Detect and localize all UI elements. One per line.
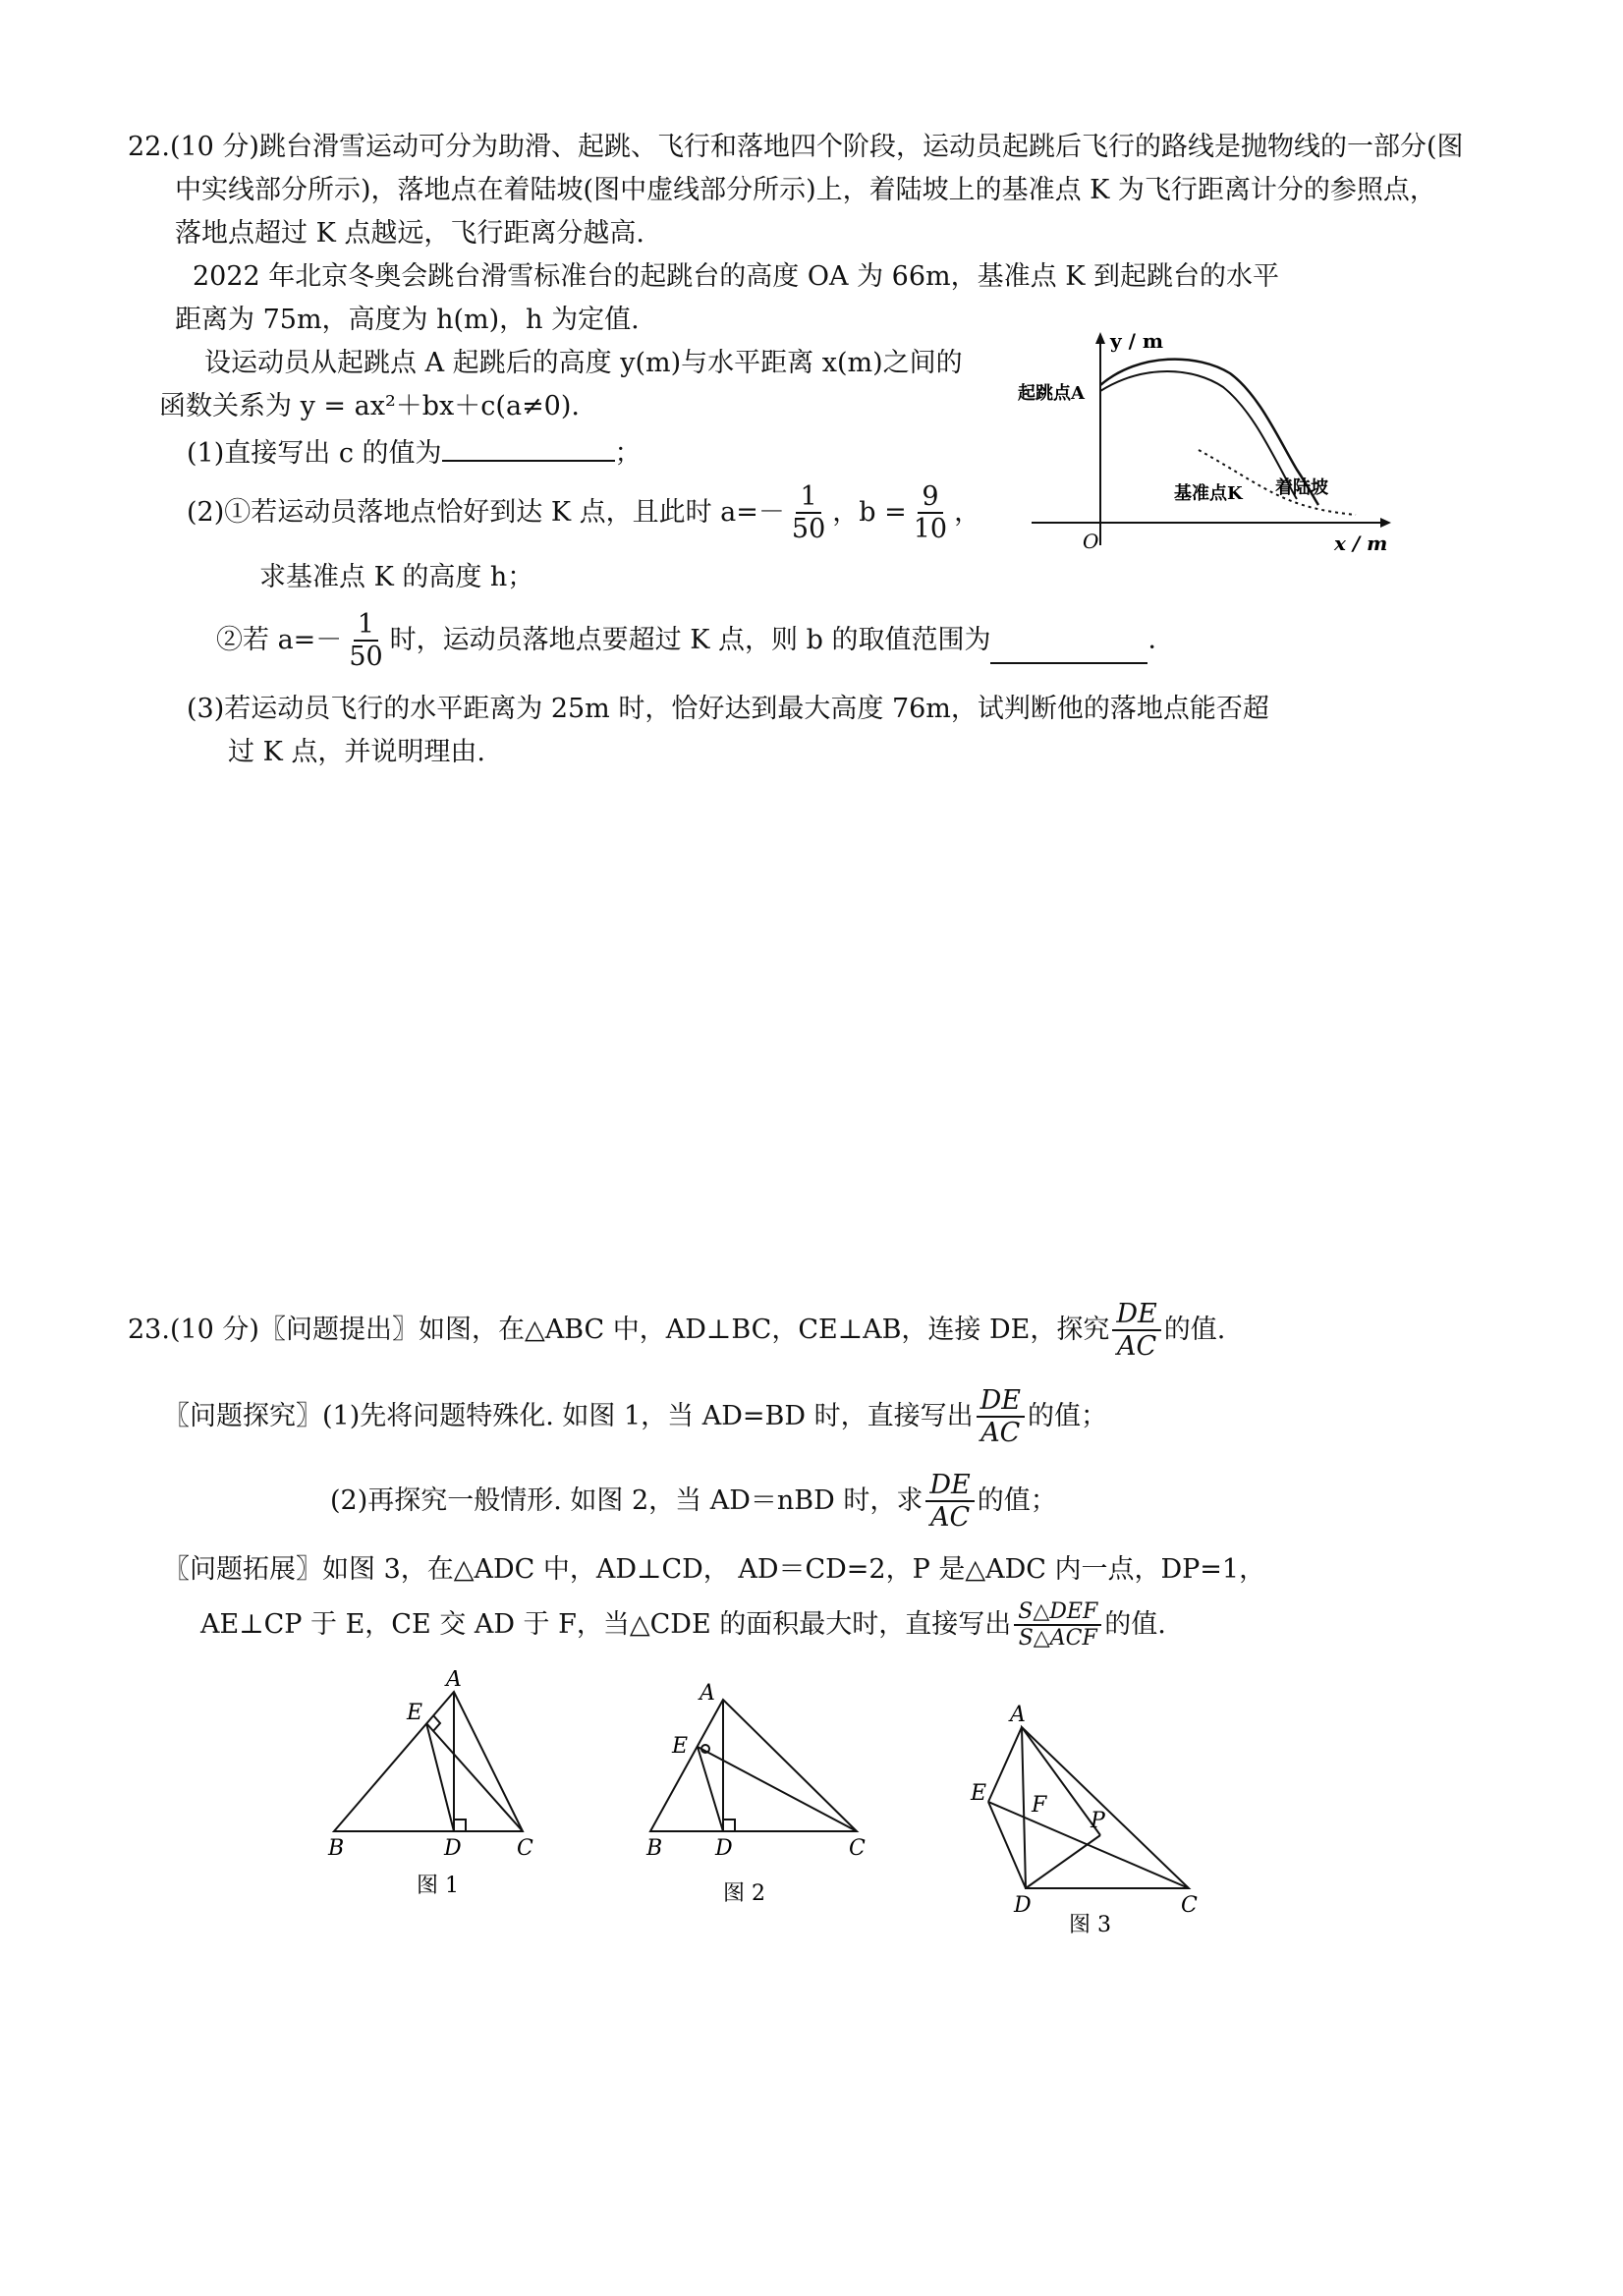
q23-extend-line2 [200, 1599, 1166, 1652]
q22-part1-text: (1)直接写出 c 的值为 [187, 438, 442, 469]
x-axis-arrow [1380, 518, 1391, 528]
q23-area-ratio-frac [1014, 1599, 1101, 1652]
label-b: B [328, 1836, 345, 1861]
label-d: D [444, 1836, 462, 1861]
label-d: D [1014, 1893, 1032, 1918]
q22-para3-line2: 函数关系为 y = ax²＋bx＋c(a≠0). [159, 391, 580, 421]
q23-figure-2 [639, 1670, 874, 1916]
frac-denominator: 50 [349, 642, 383, 673]
label-f: F [1032, 1793, 1047, 1818]
frac-denominator: AC [980, 1418, 1021, 1449]
label-p: P [1091, 1809, 1105, 1833]
x-axis-label: x / m [1334, 532, 1388, 555]
segment-ce [698, 1747, 857, 1831]
q22-part2a-frac-a [788, 481, 829, 544]
q22-part2a-mid: ，b = [832, 496, 907, 528]
q22-line2: 中实线部分所示)，落地点在着陆坡(图中虚线部分所示)上，着陆坡上的基准点 K 为飞行距离计分的参照点， [175, 175, 1436, 205]
q22-part2a [187, 481, 980, 544]
triangle-abc [334, 1692, 523, 1831]
landing-slope-label: 着陆坡 [1275, 477, 1328, 498]
frac-numerator: DE [977, 1385, 1025, 1418]
q22-ski-jump-figure [1002, 324, 1395, 560]
q23-explore1-end: 的值； [1027, 1400, 1107, 1431]
triangle-adc [1022, 1727, 1189, 1888]
q22-part3-line1: (3)若运动员飞行的水平距离为 25m 时，恰好达到最大高度 76m，试判断他的落地点能否超 [187, 694, 1269, 724]
q23-explore1-frac [977, 1385, 1025, 1448]
q22-part2b-text: ②若 a=－ [216, 624, 343, 655]
q22-line3: 落地点超过 K 点越远，飞行距离分越高. [175, 218, 644, 249]
q23-figure-1 [314, 1670, 550, 1906]
flight-path-lower [1100, 371, 1297, 499]
q23-explore1 [163, 1385, 1107, 1448]
label-e: E [407, 1701, 423, 1725]
q22-para2-line2: 距离为 75m，高度为 h(m)，h 为定值. [175, 305, 640, 335]
q22-part2a-line2: 求基准点 K 的高度 h； [259, 562, 534, 592]
label-a: A [1010, 1703, 1026, 1727]
y-axis-arrow [1095, 332, 1105, 344]
q23-line1-end: 的值. [1163, 1314, 1226, 1345]
q23-extend-text: AE⊥CP 于 E，CE 交 AD 于 F，当△CDE 的面积最大时，直接写出 [200, 1609, 1012, 1641]
figure-3-caption: 图 3 [1069, 1913, 1111, 1937]
label-c: C [517, 1836, 533, 1861]
triangle-abc [650, 1700, 857, 1831]
frac-numerator: S△DEF [1014, 1599, 1101, 1626]
segment-ec [988, 1802, 1189, 1888]
right-angle-e [433, 1715, 440, 1731]
right-angle-d [454, 1820, 466, 1831]
q22-part2a-text: (2)①若运动员落地点恰好到达 K 点，且此时 a=－ [187, 496, 785, 528]
q23-explore2 [330, 1470, 1057, 1533]
q23-extend-line1: 〖问题拓展〗如图 3，在△ADC 中，AD⊥CD， AD＝CD=2，P 是△ADC 内一点，DP=1， [163, 1554, 1266, 1585]
point-a-label: 起跳点A [1018, 383, 1085, 404]
frac-denominator: S△ACF [1018, 1626, 1097, 1652]
frac-numerator: 1 [354, 609, 378, 642]
frac-denominator: 10 [913, 514, 948, 545]
frac-numerator: DE [925, 1470, 974, 1502]
q22-part3-line2: 过 K 点，并说明理由. [228, 737, 485, 767]
q22-part2b [216, 609, 1174, 672]
label-b: B [646, 1836, 663, 1861]
frac-denominator: AC [1116, 1331, 1157, 1363]
frac-numerator: DE [1112, 1299, 1160, 1331]
segment-dp [1026, 1835, 1100, 1888]
figure-2-caption: 图 2 [723, 1881, 765, 1906]
q22-para2-line1: 2022 年北京冬奥会跳台滑雪标准台的起跳台的高度 OA 为 66m，基准点 K 到起跳台的水平 [193, 261, 1279, 292]
label-a: A [700, 1681, 715, 1706]
segment-ae [988, 1727, 1022, 1802]
frac-denominator: 50 [791, 514, 826, 545]
label-c: C [849, 1836, 866, 1861]
q23-line1 [128, 1299, 1225, 1362]
right-angle-d [723, 1820, 735, 1831]
q22-part2a-frac-b [910, 481, 951, 544]
q22-part1 [187, 436, 642, 470]
q23-explore1-text: 〖问题探究〗(1)先将问题特殊化. 如图 1，当 AD=BD 时，直接写出 [163, 1400, 974, 1431]
label-e: E [971, 1781, 987, 1806]
q23-explore2-text: (2)再探究一般情形. 如图 2，当 AD＝nBD 时，求 [330, 1484, 923, 1516]
segment-ap [1022, 1727, 1100, 1835]
q22-part1-end: ； [614, 438, 642, 469]
point-k-label: 基准点K [1174, 483, 1243, 504]
q22-part2a-end: ， [954, 496, 981, 528]
label-a: A [446, 1670, 462, 1692]
q23-explore2-frac [925, 1470, 974, 1533]
q23-figure-3 [963, 1700, 1218, 1945]
label-c: C [1181, 1893, 1198, 1918]
y-axis-label: y / m [1110, 329, 1164, 353]
q22-line1: 22.(10 分)跳台滑雪运动可分为助滑、起跳、飞行和落地四个阶段，运动员起跳后飞行的路线是抛物线的一部分(图 [128, 132, 1464, 162]
q23-extend-end: 的值. [1104, 1609, 1166, 1641]
q22-part2b-end: ． [1147, 624, 1175, 655]
q23-line1-text: 23.(10 分)〖问题提出〗如图，在△ABC 中，AD⊥BC，CE⊥AB，连接 DE，探究 [128, 1314, 1110, 1345]
q23-explore2-end: 的值； [977, 1484, 1057, 1516]
q22-part2b-frac [345, 609, 386, 672]
origin-label: O [1083, 530, 1099, 553]
figure-1-caption: 图 1 [417, 1874, 459, 1898]
q22-part2b-mid: 时，运动员落地点要超过 K 点，则 b 的取值范围为 [389, 624, 991, 655]
q22-part2b-blank [990, 639, 1147, 664]
q22-part1-blank [442, 436, 615, 462]
label-d: D [715, 1836, 733, 1861]
frac-numerator: 1 [796, 481, 820, 514]
segment-de [698, 1747, 723, 1831]
label-e: E [672, 1734, 689, 1759]
frac-denominator: AC [929, 1502, 971, 1534]
q22-para3-line1: 设运动员从起跳点 A 起跳后的高度 y(m)与水平距离 x(m)之间的 [204, 348, 963, 378]
frac-numerator: 9 [918, 481, 942, 514]
q23-frac-de-ac [1112, 1299, 1160, 1362]
